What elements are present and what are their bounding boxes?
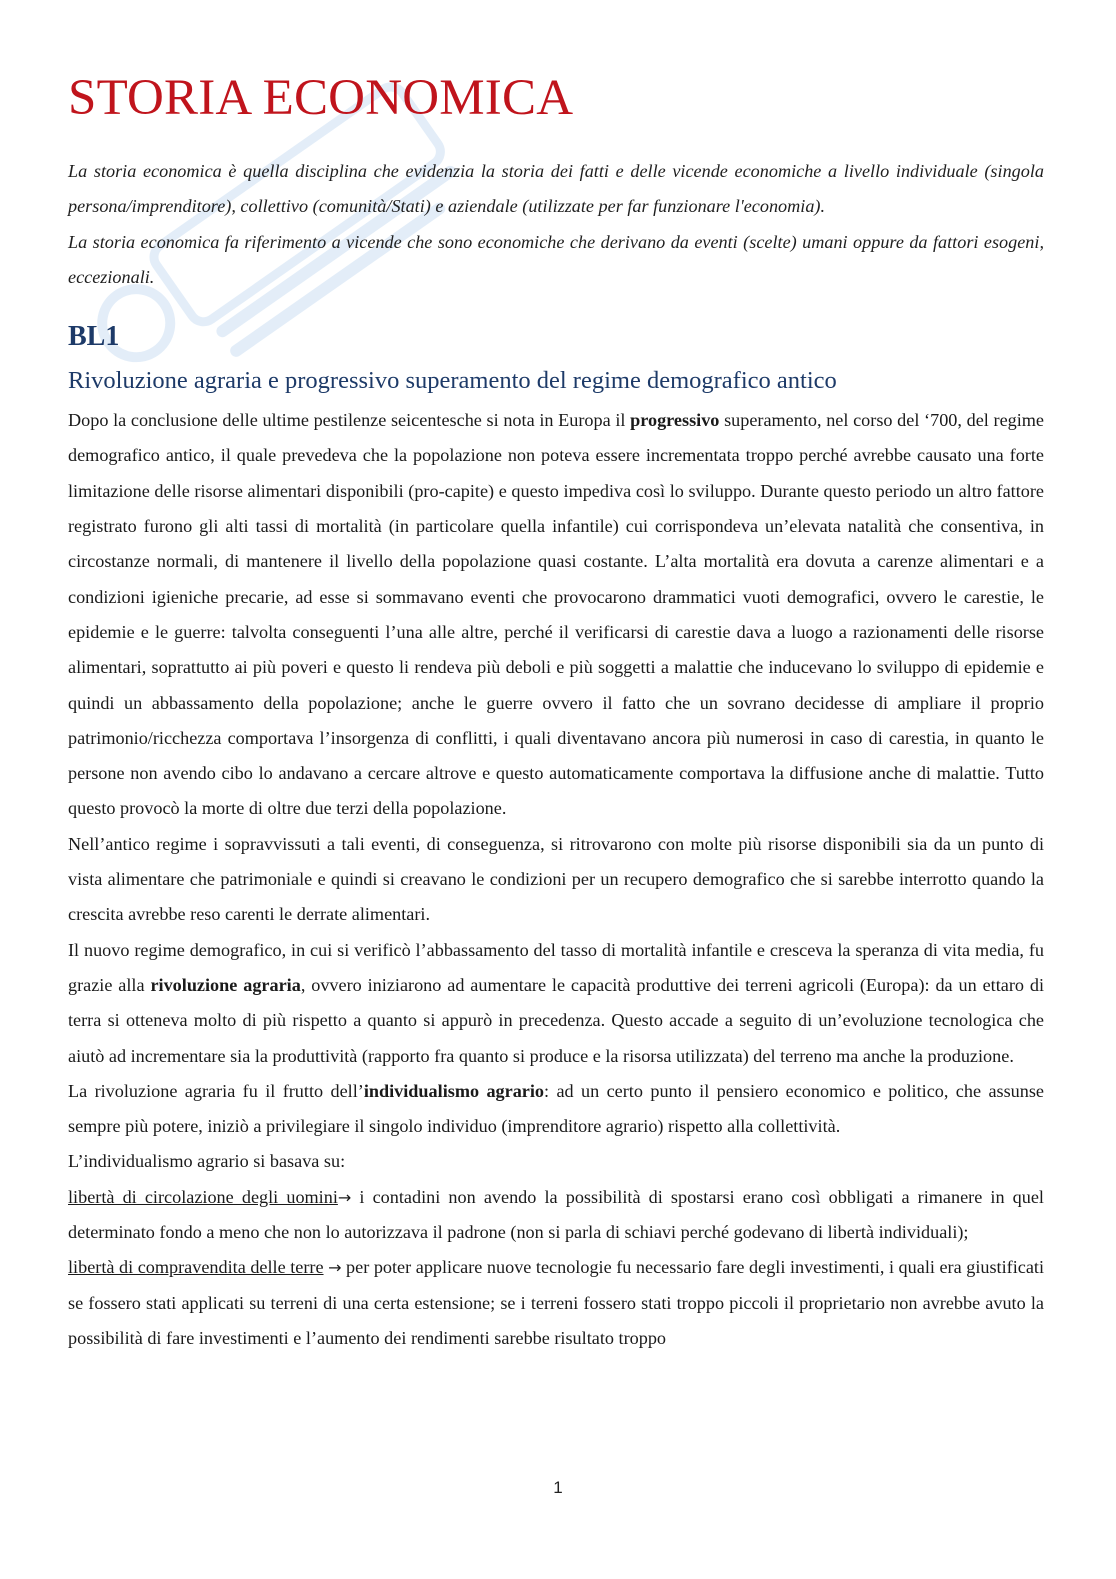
subsection-heading: Rivoluzione agraria e progressivo superamento del regime demografico antico (68, 367, 837, 395)
arrow-icon: → (328, 1258, 342, 1278)
page-content (68, 66, 1044, 1356)
body-paragraph: Il nuovo regime demografico, in cui si verificò l’abbassamento del tasso di mortalità infantile e cresceva la speranza di vita media, fu grazie alla rivoluzione agraria, ovvero iniziarono ad aumentare le capacità produttive dei terreni agricoli (Europa): da un ettaro di terra si otteneva molto di più rispetto a quanto si appurò in precedenza. Questo accade a seguito di un’evoluzione tecnologica che aiutò ad incrementare sia la produttività (rapporto fra quanto si produce e la risorsa utilizzata) del terreno ma anche la produzione. (68, 939, 1045, 1066)
intro-paragraph: La storia economica è quella disciplina che evidenzia la storia dei fatti e delle vicende economiche a livello individuale (singola persona/imprenditore), collettivo (comunità/Stati) e aziendale (utilizzate per far funzionare l'economia). (68, 161, 1044, 217)
list-item: libertà di compravendita delle terre → per poter applicare nuove tecnologie fu necessario fare degli investimenti, i quali era giustificati se fossero stati applicati su terreni di una certa estensione; se i terreni fossero stati troppo piccoli il proprietario non avrebbe avuto la possibilità di fare investimenti e l’aumento dei rendimenti sarebbe risultato troppo (68, 1257, 1045, 1348)
document-title: STORIA ECONOMICA (68, 70, 574, 126)
underlined-term: libertà di compravendita delle terre (68, 1257, 324, 1278)
underlined-term: libertà di circolazione degli uomini (68, 1186, 338, 1207)
body-paragraph: La rivoluzione agraria fu il frutto dell’individualismo agrario: ad un certo punto il pensiero economico e politico, che assunse sempre più potere, iniziò a privilegiare il singolo individuo (imprenditore agrario) rispetto alla collettività. (68, 1080, 1045, 1137)
arrow-icon: → (337, 1187, 352, 1207)
bold-term: individualismo agrario (363, 1080, 545, 1101)
intro-paragraph: La storia economica fa riferimento a vicende che sono economiche che derivano da eventi (scelte) umani oppure da fattori esogeni, eccezionali. (68, 231, 1044, 287)
body-paragraph: Dopo la conclusione delle ultime pestilenze seicentesche si nota in Europa il progressivo superamento, nel corso del ‘700, del regime demografico antico, il quale prevedeva che la popolazione non poteva essere incrementata troppo perché avrebbe causato una forte limitazione delle risorse alimentari disponibili (pro-capite) e questo impediva così lo sviluppo. Durante questo periodo un altro fattore registrato furono gli alti tassi di mortalità (in particolare quella infantile) cui corrispondeva un’elevata natalità che consentiva, in circostanze normali, di mantenere il livello della popolazione quasi costante. L’alta mortalità era dovuta a carenze alimentari e a condizioni igieniche precarie, ad esse si sommavano eventi che provocarono drammatici vuoti demografici, ovvero le carestie, le epidemie e le guerre: talvolta conseguenti l’una alle altre, perché il verificarsi di carestie dava a luogo a razionamenti delle risorse alimentari, soprattutto ai più poveri e questo li rendeva più deboli e più soggetti a malattie che inducevano lo sviluppo di epidemie e quindi un abbassamento della popolazione; anche le guerre ovvero il fatto che un sovrano decidesse di ampliare il proprio patrimonio/ricchezza comportava l’insorgenza di conflitti, i quali diventavano ancora più numerosi in caso di carestia, in quanto le persone non avendo cibo lo andavano a cercare altrove e questo automaticamente comportava la diffusione anche di malattie. Tutto questo provocò la morte di oltre due terzi della popolazione. (68, 410, 1045, 819)
body-paragraph: L’individualismo agrario si basava su: (68, 1151, 346, 1172)
bold-term: rivoluzione agraria (150, 974, 301, 995)
page-number: 1 (553, 1478, 563, 1497)
bold-term: progressivo (630, 410, 720, 431)
body-paragraph: Nell’antico regime i sopravvissuti a tali eventi, di conseguenza, si ritrovarono con molte più risorse disponibili sia da un punto di vista alimentare che patrimoniale e quindi si creavano le condizioni per un recupero demografico che si sarebbe interrotto quando la crescita avrebbe reso carenti le derrate alimentari. (68, 833, 1044, 925)
list-item: libertà di circolazione degli uomini→ i contadini non avendo la possibilità di spostarsi erano così obbligati a rimanere in quel determinato fondo a meno che non lo autorizzava il padrone (non si parla di schiavi perché godevano di libertà individuali); (68, 1186, 1044, 1243)
intro-block (68, 154, 1044, 295)
section-heading: BL1 (68, 321, 120, 353)
